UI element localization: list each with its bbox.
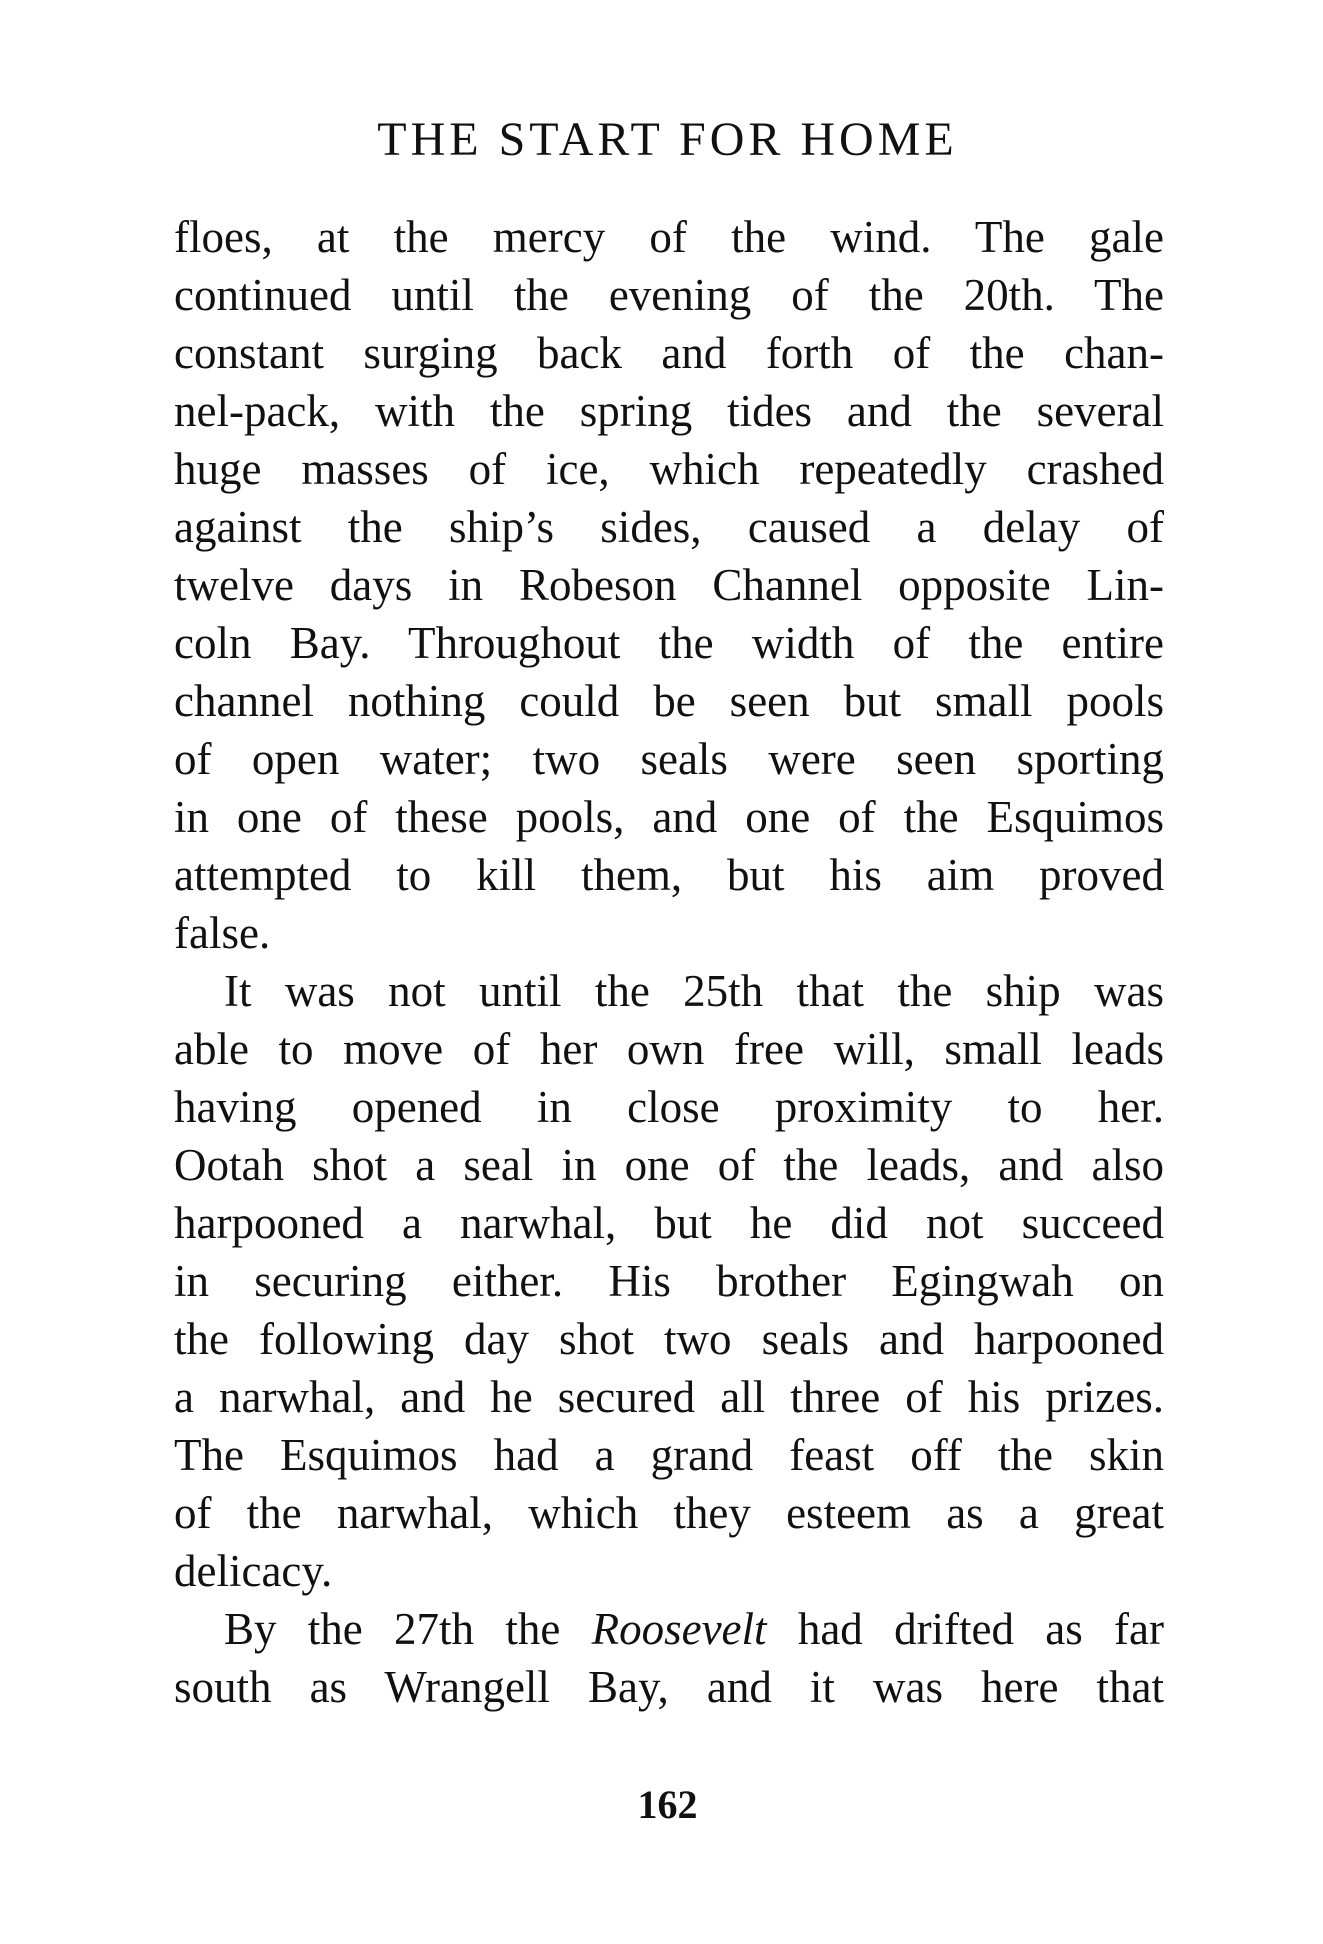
text-line: floes, at the mercy of the wind. The gale — [174, 212, 1164, 262]
text-line: against the ship’s sides, caused a delay of — [174, 502, 1164, 552]
text-line: south as Wrangell Bay, and it was here that — [174, 1662, 1164, 1712]
paragraph-start-line — [174, 1600, 1164, 1658]
text-line: attempted to kill them, but his aim proved — [174, 850, 1164, 900]
text-line: the following day shot two seals and harpooned — [174, 1314, 1164, 1364]
body-text — [174, 208, 1164, 1716]
text-line: of the narwhal, which they esteem as a great — [174, 1488, 1164, 1538]
text-line: huge masses of ice, which repeatedly crashed — [174, 444, 1164, 494]
text-line: nel-pack, with the spring tides and the several — [174, 386, 1164, 436]
text-line: false. — [174, 908, 271, 958]
text-line: twelve days in Robeson Channel opposite Lin- — [174, 560, 1164, 610]
text-line: harpooned a narwhal, but he did not succeed — [174, 1198, 1164, 1248]
text-line: coln Bay. Throughout the width of the entire — [174, 618, 1164, 668]
text-line: constant surging back and forth of the chan- — [174, 328, 1164, 378]
text-line: Ootah shot a seal in one of the leads, and also — [174, 1140, 1164, 1190]
text-line: having opened in close proximity to her. — [174, 1082, 1164, 1132]
text-line: in one of these pools, and one of the Esquimos — [174, 792, 1164, 842]
text-line: delicacy. — [174, 1546, 333, 1596]
text-line: of open water; two seals were seen sporting — [174, 734, 1164, 784]
text-fragment: By the 27th the — [224, 1604, 561, 1654]
text-line: in securing either. His brother Egingwah on — [174, 1256, 1164, 1306]
running-head: THE START FOR HOME — [377, 113, 958, 166]
text-line: The Esquimos had a grand feast off the skin — [174, 1430, 1164, 1480]
text-line: a narwhal, and he secured all three of his prizes. — [174, 1372, 1164, 1422]
text-line: continued until the evening of the 20th. The — [174, 270, 1164, 320]
text-line: able to move of her own free will, small leads — [174, 1024, 1164, 1074]
page-number: 162 — [637, 1782, 698, 1827]
text-line: channel nothing could be seen but small pools — [174, 676, 1164, 726]
ship-name: Roosevelt — [591, 1604, 767, 1654]
text-fragment: had drifted as far — [797, 1604, 1165, 1654]
paragraph-start-line: It was not until the 25th that the ship was — [224, 966, 1164, 1016]
